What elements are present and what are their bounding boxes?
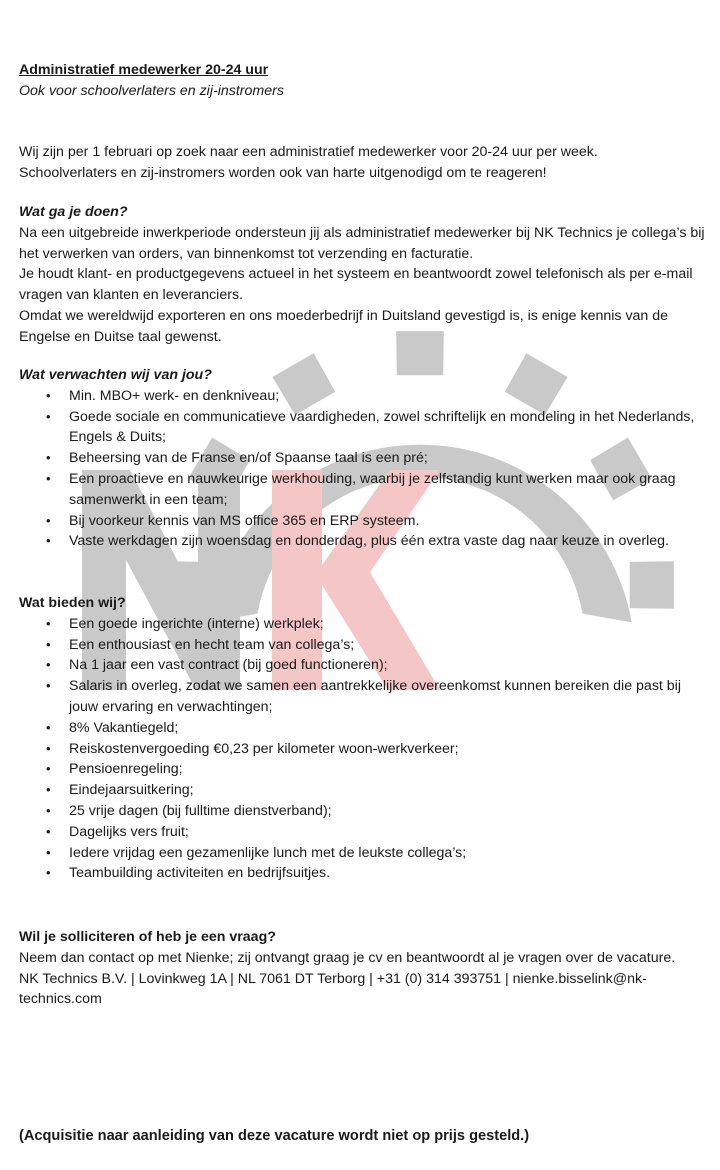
- list-item-text: Pensioenregeling;: [69, 761, 183, 778]
- intro-line: Wij zijn per 1 februari op zoek naar een administratief medewerker voor 20-24 uur per week.: [19, 144, 598, 160]
- section-bieden: [19, 593, 709, 884]
- list-item: [19, 531, 709, 552]
- acquisition-note: (Acquisitie naar aanleiding van deze vacature wordt niet op prijs gesteld.): [19, 1128, 530, 1144]
- bullet-icon: •: [46, 636, 51, 652]
- section-contact: [19, 927, 709, 1010]
- list-item-text: Teambuilding activiteiten en bedrijfsuitjes.: [69, 865, 331, 882]
- list-item: [19, 676, 709, 718]
- paragraph: Omdat we wereldwijd exporteren en ons moederbedrijf in Duitsland gevestigd is, is enige kennis van de Engelse en Duitse taal gewenst.: [19, 307, 669, 345]
- section-doen: [19, 202, 709, 348]
- list-item-text: 25 vrije dagen (bij fulltime dienstverband);: [69, 802, 332, 819]
- intro: [19, 142, 709, 184]
- section-heading: Wat verwachten wij van jou?: [19, 367, 212, 383]
- list-item-text: Iedere vrijdag een gezamenlijke lunch met de leukste collega’s;: [69, 844, 467, 861]
- list-item-text: Salaris in overleg, zodat we samen een aantrekkelijke overeenkomst kunnen bereiken die past bij jouw ervaring en verwachtingen;: [69, 678, 681, 715]
- bullet-icon: •: [46, 865, 51, 881]
- bullet-icon: •: [46, 408, 51, 424]
- list-item: [19, 739, 709, 760]
- bullet-icon: •: [46, 450, 51, 466]
- job-title: Administratief medewerker 20-24 uur: [19, 62, 269, 78]
- list-item: [19, 635, 709, 656]
- list-item: [19, 759, 709, 780]
- bullet-icon: •: [46, 719, 51, 735]
- bullet-icon: •: [46, 470, 51, 486]
- section-heading: Wil je solliciteren of heb je een vraag?: [19, 929, 276, 945]
- bullet-icon: •: [46, 740, 51, 756]
- bullet-icon: •: [46, 782, 51, 798]
- list-item-text: Beheersing van de Franse en/of Spaanse taal is een pré;: [69, 450, 428, 467]
- list-item-text: Vaste werkdagen zijn woensdag en donderdag, plus één extra vaste dag naar keuze in overleg.: [69, 533, 669, 550]
- section-verwachten: [19, 365, 709, 552]
- list-item-text: Eindejaarsuitkering;: [69, 782, 194, 799]
- list-item: [19, 863, 709, 884]
- bullet-icon: •: [46, 678, 51, 694]
- list-item: [19, 801, 709, 822]
- list-item: [19, 407, 709, 449]
- bullet-icon: •: [46, 761, 51, 777]
- bullet-icon: •: [46, 844, 51, 860]
- list-item: [19, 511, 709, 532]
- bullet-icon: •: [46, 533, 51, 549]
- list-item-text: Reiskostenvergoeding €0,23 per kilometer woon-werkverkeer;: [69, 740, 459, 757]
- list-item-text: Goede sociale en communicatieve vaardigheden, zowel schriftelijk en mondeling in het Nederlands, Engels & Duits;: [69, 408, 695, 446]
- list-item-text: Een goede ingerichte (interne) werkplek;: [69, 615, 324, 632]
- benefits-list: [19, 614, 709, 884]
- list-item: [19, 822, 709, 843]
- bullet-icon: •: [46, 512, 51, 528]
- list-item-text: Min. MBO+ werk- en denkniveau;: [69, 387, 280, 404]
- paragraph: Je houdt klant- en productgegevens actueel in het systeem en beantwoordt zowel telefonisch als per e-mail vragen van klanten en leveranciers.: [19, 266, 693, 304]
- list-item-text: Dagelijks vers fruit;: [69, 823, 189, 840]
- list-item: [19, 614, 709, 635]
- intro-line: Schoolverlaters en zij-instromers worden ook van harte uitgenodigd om te reageren!: [19, 164, 547, 181]
- section-heading: Wat ga je doen?: [19, 204, 128, 220]
- list-item-text: Een proactieve en nauwkeurige werkhouding, waarbij je zelfstandig kunt werken maar ook graag samenwerkt in een team;: [69, 470, 676, 508]
- list-item: [19, 448, 709, 469]
- list-item: [19, 843, 709, 864]
- bullet-icon: •: [46, 387, 51, 403]
- list-item: [19, 386, 709, 407]
- list-item-text: 8% Vakantiegeld;: [69, 719, 179, 736]
- contact-address: NK Technics B.V. | Lovinkweg 1A | NL 7061 DT Terborg | +31 (0) 314 393751 | nienke.bisselink@nk-technics.com: [19, 970, 647, 1008]
- list-item: [19, 655, 709, 676]
- contact-text: Neem dan contact op met Nienke; zij ontvangt graag je cv en beantwoordt al je vragen over de vacature.: [19, 949, 676, 966]
- list-item-text: Bij voorkeur kennis van MS office 365 en ERP systeem.: [69, 512, 420, 529]
- list-item-text: Na 1 jaar een vast contract (bij goed functioneren);: [69, 657, 388, 674]
- list-item: [19, 718, 709, 739]
- bullet-icon: •: [46, 802, 51, 818]
- list-item: [19, 780, 709, 801]
- job-subtitle: Ook voor schoolverlaters en zij-instromers: [19, 82, 284, 99]
- section-heading: Wat bieden wij?: [19, 595, 126, 611]
- bullet-icon: •: [46, 823, 51, 839]
- bullet-icon: •: [46, 615, 51, 631]
- bullet-icon: •: [46, 657, 51, 673]
- paragraph: Na een uitgebreide inwerkperiode ondersteun jij als administratief medewerker bij NK Technics je collega’s bij het verwerken van orders, van binnenkomst tot verzending en facturatie.: [19, 224, 705, 262]
- list-item: [19, 469, 709, 511]
- requirements-list: [19, 386, 709, 552]
- list-item-text: Een enthousiast en hecht team van collega’s;: [69, 636, 355, 653]
